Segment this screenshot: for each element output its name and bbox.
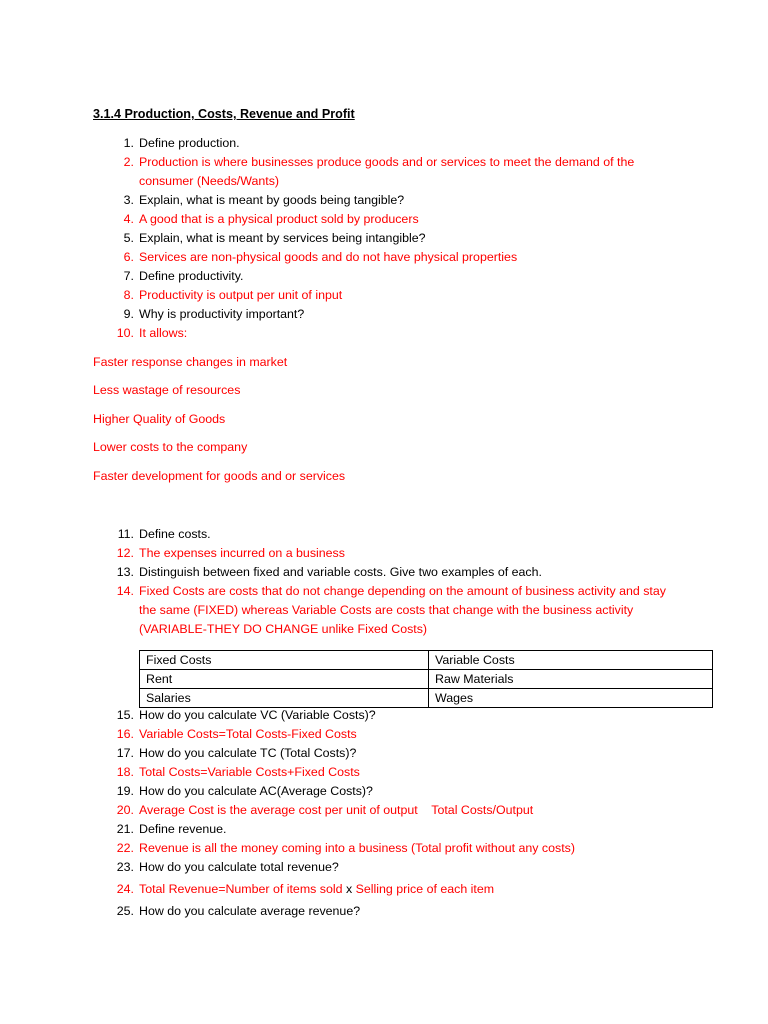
list-item	[0, 582, 768, 639]
section-heading: 3.1.4 Production, Costs, Revenue and Profit	[93, 107, 355, 121]
item-text: Why is productivity important?	[139, 307, 305, 321]
item-text: Explain, what is meant by goods being tangible?	[139, 193, 405, 207]
table-cell: Rent	[140, 670, 429, 689]
item-text: Revenue is all the money coming into a business (Total profit without any costs)	[139, 841, 575, 855]
item-number: 22.	[116, 841, 134, 855]
list-item	[0, 782, 768, 801]
item-number: 24.	[116, 882, 134, 896]
item-text: It allows:	[139, 326, 188, 340]
table-header-cell: Variable Costs	[429, 651, 713, 670]
item-number: 1.	[123, 136, 134, 150]
list-item	[0, 902, 768, 921]
question-list-1	[0, 134, 768, 343]
benefit-line: Faster response changes in market	[93, 355, 288, 369]
item-text: Define revenue.	[139, 822, 227, 836]
item-number: 18.	[116, 765, 134, 779]
list-item	[0, 839, 768, 858]
item-number: 4.	[123, 212, 134, 226]
item-text: How do you calculate total revenue?	[139, 860, 339, 874]
item-number: 25.	[116, 904, 134, 918]
list-item	[0, 153, 768, 191]
item-text: How do you calculate average revenue?	[139, 904, 361, 918]
multiply-operator: x	[345, 882, 353, 896]
table-row	[140, 670, 713, 689]
list-item	[0, 544, 768, 563]
item-number: 9.	[123, 307, 134, 321]
benefit-line: Higher Quality of Goods	[93, 412, 226, 426]
item-number: 15.	[116, 708, 134, 722]
item-number: 17.	[116, 746, 134, 760]
item-text: Total Costs=Variable Costs+Fixed Costs	[139, 765, 360, 779]
item-number: 14.	[116, 584, 134, 598]
item-text: Distinguish between fixed and variable costs. Give two examples of each.	[139, 565, 542, 579]
item-text: Production is where businesses produce goods and or services to meet the demand of the consumer (Needs/Wants)	[139, 155, 635, 188]
item-text: Define production.	[139, 136, 240, 150]
list-item	[0, 563, 768, 582]
benefit-line: Less wastage of resources	[93, 383, 241, 397]
table-header-cell: Fixed Costs	[140, 651, 429, 670]
table-row	[140, 651, 713, 670]
table-cell: Wages	[429, 689, 713, 708]
item-number: 23.	[116, 860, 134, 874]
item-number: 20.	[116, 803, 134, 817]
list-item	[0, 324, 768, 343]
list-item	[0, 858, 768, 877]
formula-left: Total Revenue=Number of items sold	[139, 882, 343, 896]
list-item	[0, 229, 768, 248]
table-cell: Salaries	[140, 689, 429, 708]
item-text: Services are non-physical goods and do not have physical properties	[139, 250, 518, 264]
table-cell: Raw Materials	[429, 670, 713, 689]
question-list-3	[0, 706, 768, 877]
list-item	[0, 525, 768, 544]
question-list-4	[0, 880, 768, 921]
item-text: Fixed Costs are costs that do not change depending on the amount of business activity and stay the same (FIXED) whereas Variable Costs are costs that change with the business activity (VARIABLE-THEY DO CHANGE unlike Fixed Costs)	[139, 584, 666, 636]
list-item	[0, 820, 768, 839]
list-item	[0, 305, 768, 324]
item-number: 5.	[123, 231, 134, 245]
list-item	[0, 286, 768, 305]
list-item	[0, 706, 768, 725]
list-item	[0, 267, 768, 286]
question-list-2	[0, 525, 768, 639]
item-number: 13.	[116, 565, 134, 579]
list-item	[0, 210, 768, 229]
item-number: 21.	[116, 822, 134, 836]
item-number: 16.	[116, 727, 134, 741]
item-text: Define costs.	[139, 527, 211, 541]
list-item	[0, 248, 768, 267]
item-number: 12.	[116, 546, 134, 560]
item-number: 2.	[123, 155, 134, 169]
costs-table	[139, 650, 713, 708]
benefit-line: Lower costs to the company	[93, 440, 248, 454]
list-item	[0, 763, 768, 782]
list-item	[0, 744, 768, 763]
item-text: Average Cost is the average cost per unit of output Total Costs/Output	[139, 803, 534, 817]
item-number: 8.	[123, 288, 134, 302]
item-number: 19.	[116, 784, 134, 798]
item-text: Explain, what is meant by services being intangible?	[139, 231, 426, 245]
item-text: How do you calculate AC(Average Costs)?	[139, 784, 373, 798]
list-item	[0, 191, 768, 210]
item-text: How do you calculate VC (Variable Costs)?	[139, 708, 376, 722]
item-text: The expenses incurred on a business	[139, 546, 345, 560]
table-row	[140, 689, 713, 708]
benefit-line: Faster development for goods and or services	[93, 469, 346, 483]
item-number: 11.	[117, 527, 134, 541]
item-text: How do you calculate TC (Total Costs)?	[139, 746, 357, 760]
item-number: 6.	[123, 250, 134, 264]
list-item	[0, 801, 768, 820]
item-number: 3.	[123, 193, 134, 207]
item-number: 10.	[116, 326, 134, 340]
formula-right: Selling price of each item	[355, 882, 495, 896]
list-item	[0, 880, 768, 902]
item-text: Define productivity.	[139, 269, 244, 283]
item-text	[139, 880, 679, 899]
item-number: 7.	[123, 269, 134, 283]
list-item	[0, 134, 768, 153]
list-item	[0, 725, 768, 744]
item-text: A good that is a physical product sold by producers	[139, 212, 419, 226]
item-text: Productivity is output per unit of input	[139, 288, 343, 302]
item-text: Variable Costs=Total Costs-Fixed Costs	[139, 727, 357, 741]
